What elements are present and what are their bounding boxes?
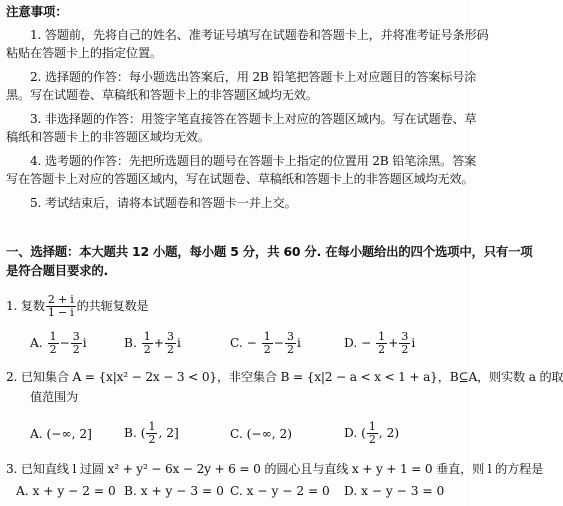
option-imaginary-unit: i bbox=[296, 336, 301, 350]
option-operator: − bbox=[59, 336, 70, 350]
question-1-prefix: 1. 复数 bbox=[6, 299, 45, 313]
notice-title: 注意事项： bbox=[6, 4, 68, 19]
question-2-line-2: 值范围为 bbox=[30, 390, 78, 404]
question-3-option-d[interactable]: D. x − y − 3 = 0 bbox=[344, 484, 445, 498]
notice-item-2-line-2: 黑。写在试题卷、草稿纸和答题卡上的非答题区域均无效。 bbox=[6, 88, 318, 102]
option-denominator-2: 2 bbox=[286, 343, 294, 356]
option-fraction-1 bbox=[262, 331, 273, 356]
option-imaginary-unit: i bbox=[82, 336, 87, 350]
question-1-stem bbox=[6, 291, 149, 321]
option-denominator-2: 2 bbox=[166, 343, 174, 356]
question-3-option-b[interactable]: B. x + y − 3 = 0 bbox=[124, 484, 224, 498]
option-numerator-1: 1 bbox=[49, 330, 57, 343]
option-denominator-1: 2 bbox=[263, 343, 271, 356]
option-label: B. bbox=[124, 336, 137, 350]
option-b-prefix: B. ( bbox=[124, 426, 146, 440]
option-d-prefix: D. ( bbox=[344, 426, 366, 440]
option-imaginary-unit: i bbox=[176, 336, 181, 350]
option-d-denominator: 2 bbox=[368, 433, 376, 446]
question-2-option-b[interactable] bbox=[124, 418, 179, 448]
notice-item-3-line-2: 稿纸和答题卡上的非答题区域均无效。 bbox=[6, 130, 210, 144]
question-1-fraction bbox=[46, 294, 76, 319]
option-fraction-2 bbox=[285, 331, 296, 356]
question-1-option-b[interactable] bbox=[124, 328, 181, 358]
question-1-suffix: 的共轭复数是 bbox=[76, 299, 149, 313]
option-operator: + bbox=[153, 336, 164, 350]
option-denominator-1: 2 bbox=[378, 343, 386, 356]
option-fraction-1 bbox=[376, 331, 387, 356]
notice-item-5: 5. 考试结束后，请将本试题卷和答题卡一并上交。 bbox=[30, 196, 297, 210]
question-1-option-a[interactable] bbox=[30, 328, 87, 358]
option-b-numerator: 1 bbox=[148, 420, 156, 433]
option-denominator-1: 2 bbox=[143, 343, 151, 356]
notice-item-4-line-2: 写在答题卡上对应的答题区域内，写在试题卷、草稿纸和答题卡上的非答题区域均无效。 bbox=[6, 172, 474, 186]
option-label: C. − bbox=[230, 336, 257, 350]
option-imaginary-unit: i bbox=[411, 336, 416, 350]
notice-item-3-line-1: 3. 非选择题的作答：用签字笔直接答在答题卡上对应的答题区域内。写在试题卷、草 bbox=[30, 112, 477, 126]
question-2-option-a[interactable]: A. (−∞, 2] bbox=[30, 427, 92, 441]
option-numerator-1: 1 bbox=[263, 330, 271, 343]
option-d-suffix: , 2) bbox=[378, 426, 400, 440]
option-numerator-2: 3 bbox=[401, 330, 409, 343]
section-heading-line-1: 一、选择题：本大题共 12 小题，每小题 5 分，共 60 分. 在每小题给出的四个选项中，只有一项 bbox=[6, 244, 533, 259]
option-denominator-2: 2 bbox=[401, 343, 409, 356]
option-b-fraction bbox=[146, 421, 157, 446]
option-numerator-1: 1 bbox=[378, 330, 386, 343]
option-numerator-2: 3 bbox=[166, 330, 174, 343]
notice-item-4-line-1: 4. 选考题的作答：先把所选题目的题号在答题卡上指定的位置用 2B 铅笔涂黑。答案 bbox=[30, 154, 477, 168]
option-denominator-2: 2 bbox=[72, 343, 80, 356]
option-numerator-1: 1 bbox=[143, 330, 151, 343]
option-fraction-2 bbox=[399, 331, 410, 356]
question-1-option-d[interactable] bbox=[344, 328, 415, 358]
question-2-option-c[interactable]: C. (−∞, 2) bbox=[230, 427, 293, 441]
option-d-numerator: 1 bbox=[368, 420, 376, 433]
option-label: A. bbox=[30, 336, 43, 350]
option-fraction-2 bbox=[71, 331, 82, 356]
question-1-option-c[interactable] bbox=[230, 328, 301, 358]
option-numerator-2: 3 bbox=[72, 330, 80, 343]
option-numerator-2: 3 bbox=[286, 330, 294, 343]
option-fraction-2 bbox=[165, 331, 176, 356]
question-2-option-d[interactable] bbox=[344, 418, 399, 448]
option-fraction-1 bbox=[48, 331, 59, 356]
notice-item-1-line-2: 粘贴在答题卡上的指定位置。 bbox=[6, 46, 162, 60]
option-b-denominator: 2 bbox=[148, 433, 156, 446]
option-d-fraction bbox=[367, 421, 378, 446]
question-2-line-1: 2. 已知集合 A = {x|x² − 2x − 3 < 0}，非空集合 B = {x|2 − a < x < 1 + a}，B⊆A，则实数 a 的取 bbox=[6, 370, 563, 384]
question-3-option-c[interactable]: C. x − y − 2 = 0 bbox=[230, 484, 330, 498]
option-operator: − bbox=[273, 336, 284, 350]
question-3-line-1: 3. 已知直线 l 过圆 x² + y² − 6x − 2y + 6 = 0 的圆心且与直线 x + y + 1 = 0 垂直，则 l 的方程是 bbox=[6, 462, 544, 476]
section-heading-line-2: 是符合题目要求的. bbox=[6, 263, 109, 278]
question-3-option-a[interactable]: A. x + y − 2 = 0 bbox=[16, 484, 116, 498]
notice-item-1-line-1: 1. 答题前，先将自己的姓名、准考证号填写在试题卷和答题卡上，并将准考证号条形码 bbox=[30, 28, 489, 42]
question-1-fraction-denominator: 1 − i bbox=[47, 306, 74, 319]
option-denominator-1: 2 bbox=[49, 343, 57, 356]
option-label: D. − bbox=[344, 336, 372, 350]
option-fraction-1 bbox=[142, 331, 153, 356]
notice-item-2-line-1: 2. 选择题的作答：每小题选出答案后，用 2B 铅笔把答题卡上对应题目的答案标号涂 bbox=[30, 70, 477, 84]
option-operator: + bbox=[388, 336, 399, 350]
question-1-fraction-numerator: 2 + i bbox=[47, 293, 74, 306]
option-b-suffix: , 2] bbox=[158, 426, 179, 440]
